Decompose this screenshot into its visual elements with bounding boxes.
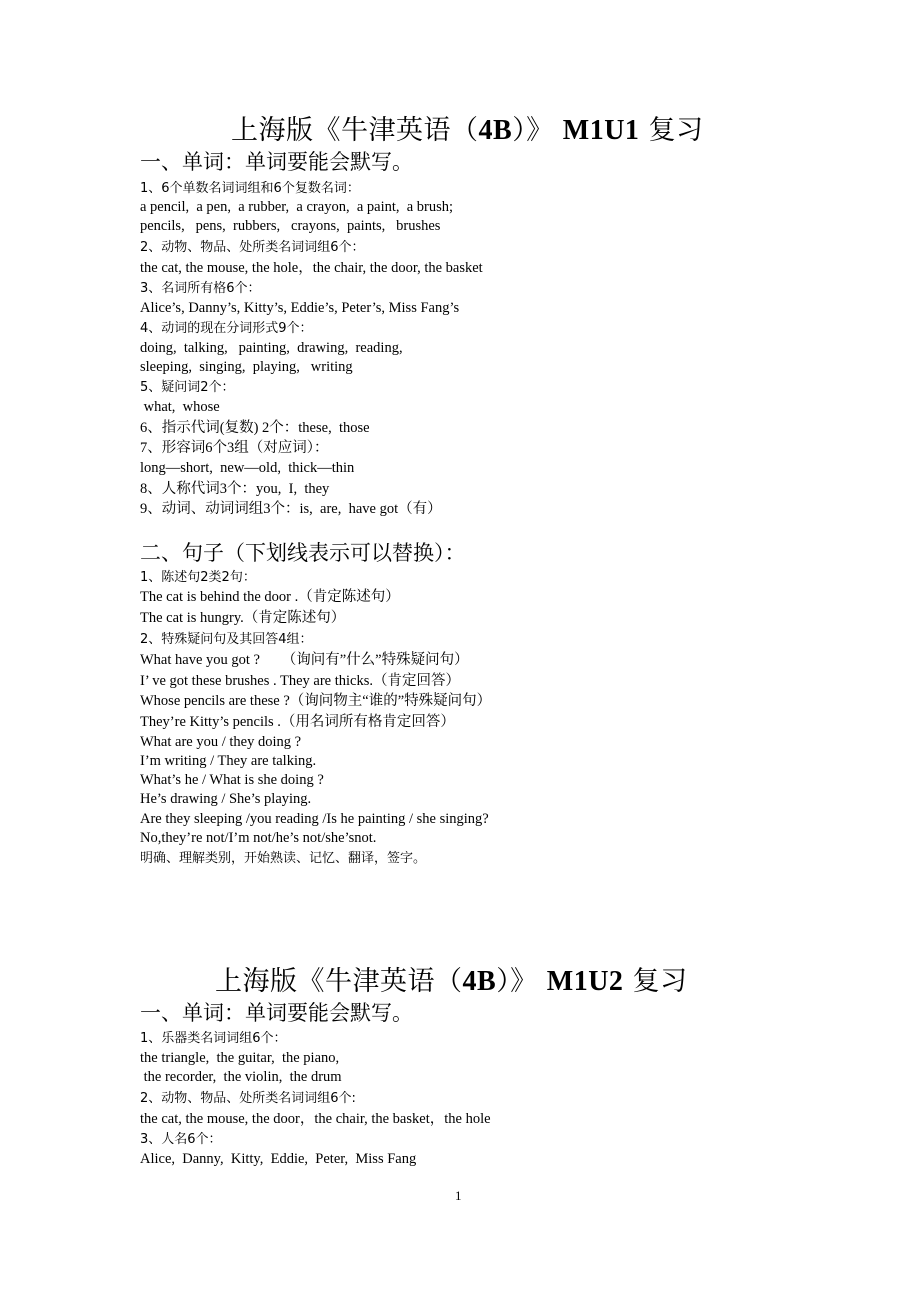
unit1-line: sleeping, singing, playing, writing: [140, 359, 353, 375]
unit1-sentence-line: Whose pencils are these ?（询问物主“谁的”特殊疑问句）: [140, 693, 492, 709]
unit1-title-suffix: 复习: [639, 115, 704, 146]
unit2-title: [215, 966, 688, 998]
unit1-sentence-line: They’re Kitty’s pencils .（用名词所有格肯定回答）: [140, 714, 455, 730]
unit2-line: the recorder, the violin, the drum: [140, 1069, 342, 1085]
unit1-line: 9、动词、动词词组3个：is, are, have got（有）: [140, 501, 442, 517]
unit1-sentence-line: 1、陈述句2类2句：: [140, 570, 256, 585]
unit2-title-prefix: 上海版《牛津英语（: [215, 966, 463, 997]
unit1-line: a pencil, a pen, a rubber, a crayon, a paint, a brush;: [140, 199, 454, 215]
unit1-line: doing, talking, painting, drawing, reading,: [140, 340, 403, 356]
unit1-title-unit: M1U1: [562, 115, 640, 146]
unit1-line: 4、动词的现在分词形式9个：: [140, 321, 313, 336]
unit1-title-book: 4B: [478, 115, 513, 146]
unit2-line: 1、乐器类名词词组6个：: [140, 1031, 287, 1046]
unit1-sentence-line: What are you / they doing ?: [140, 734, 302, 750]
unit1-line: 5、疑问词2个：: [140, 380, 235, 395]
unit2-title-suffix: 复习: [623, 966, 688, 997]
unit1-line: long—short, new—old, thick—thin: [140, 460, 355, 476]
unit1-heading-words: 一、单词：单词要能会默写。: [140, 150, 413, 174]
unit1-sentence-line: The cat is behind the door .（肯定陈述句）: [140, 589, 400, 605]
unit1-sentence-line: The cat is hungry.（肯定陈述句）: [140, 610, 346, 626]
unit1-sentence-line: I’ ve got these brushes . They are thicks.（肯定回答）: [140, 673, 461, 689]
unit2-line: 2、动物、物品、处所类名词词组6个:: [140, 1091, 356, 1106]
unit2-title-unit: M1U2: [546, 966, 624, 997]
unit2-line: the triangle, the guitar, the piano,: [140, 1050, 340, 1066]
unit1-line: 2、动物、物品、处所类名词词组6个：: [140, 240, 365, 255]
unit1-line: 6、指示代词(复数) 2个：these, those: [140, 420, 370, 436]
unit1-sentence-line: He’s drawing / She’s playing.: [140, 791, 312, 807]
unit1-line: what, whose: [140, 399, 220, 415]
unit2-title-mid: ）》: [496, 966, 547, 997]
unit2-title-book: 4B: [462, 966, 497, 997]
unit1-sentence-line: No,they’re not/I’m not/he’s not/she’snot.: [140, 830, 377, 846]
unit1-sentence-line: Are they sleeping /you reading /Is he painting / she singing?: [140, 811, 489, 827]
unit1-sentence-line: 2、特殊疑问句及其回答4组：: [140, 632, 313, 647]
unit1-line: pencils, pens, rubbers, crayons, paints, brushes: [140, 218, 441, 234]
unit1-sentence-line: What have you got ? （询问有”什么”特殊疑问句）: [140, 652, 469, 668]
unit1-sentence-line: 明确、理解类别，开始熟读、记忆、翻译，签字。: [140, 851, 427, 866]
unit1-title-prefix: 上海版《牛津英语（: [231, 115, 479, 146]
unit2-line: 3、人名6个：: [140, 1132, 222, 1147]
unit1-sentence-line: I’m writing / They are talking.: [140, 753, 317, 769]
unit1-sentence-line: What’s he / What is she doing ?: [140, 772, 324, 788]
unit1-title-mid: ）》: [512, 115, 563, 146]
unit2-line: the cat, the mouse, the door，the chair, the basket，the hole: [140, 1111, 491, 1127]
unit1-line: 7、形容词6个3组（对应词）：: [140, 440, 329, 456]
unit1-line: 1、6个单数名词词组和6个复数名词：: [140, 181, 360, 196]
unit1-heading-sentences: 二、句子（下划线表示可以替换）：: [140, 541, 466, 565]
unit1-line: 8、人称代词3个：you, I, they: [140, 481, 330, 497]
unit1-line: the cat, the mouse, the hole，the chair, the door, the basket: [140, 260, 483, 276]
unit1-line: 3、名词所有格6个：: [140, 281, 261, 296]
unit1-title: [231, 115, 704, 147]
unit1-line: Alice’s, Danny’s, Kitty’s, Eddie’s, Peter’s, Miss Fang’s: [140, 300, 460, 316]
page-number: 1: [455, 1188, 462, 1203]
unit2-line: Alice, Danny, Kitty, Eddie, Peter, Miss Fang: [140, 1151, 417, 1167]
unit2-heading-words: 一、单词：单词要能会默写。: [140, 1001, 413, 1025]
